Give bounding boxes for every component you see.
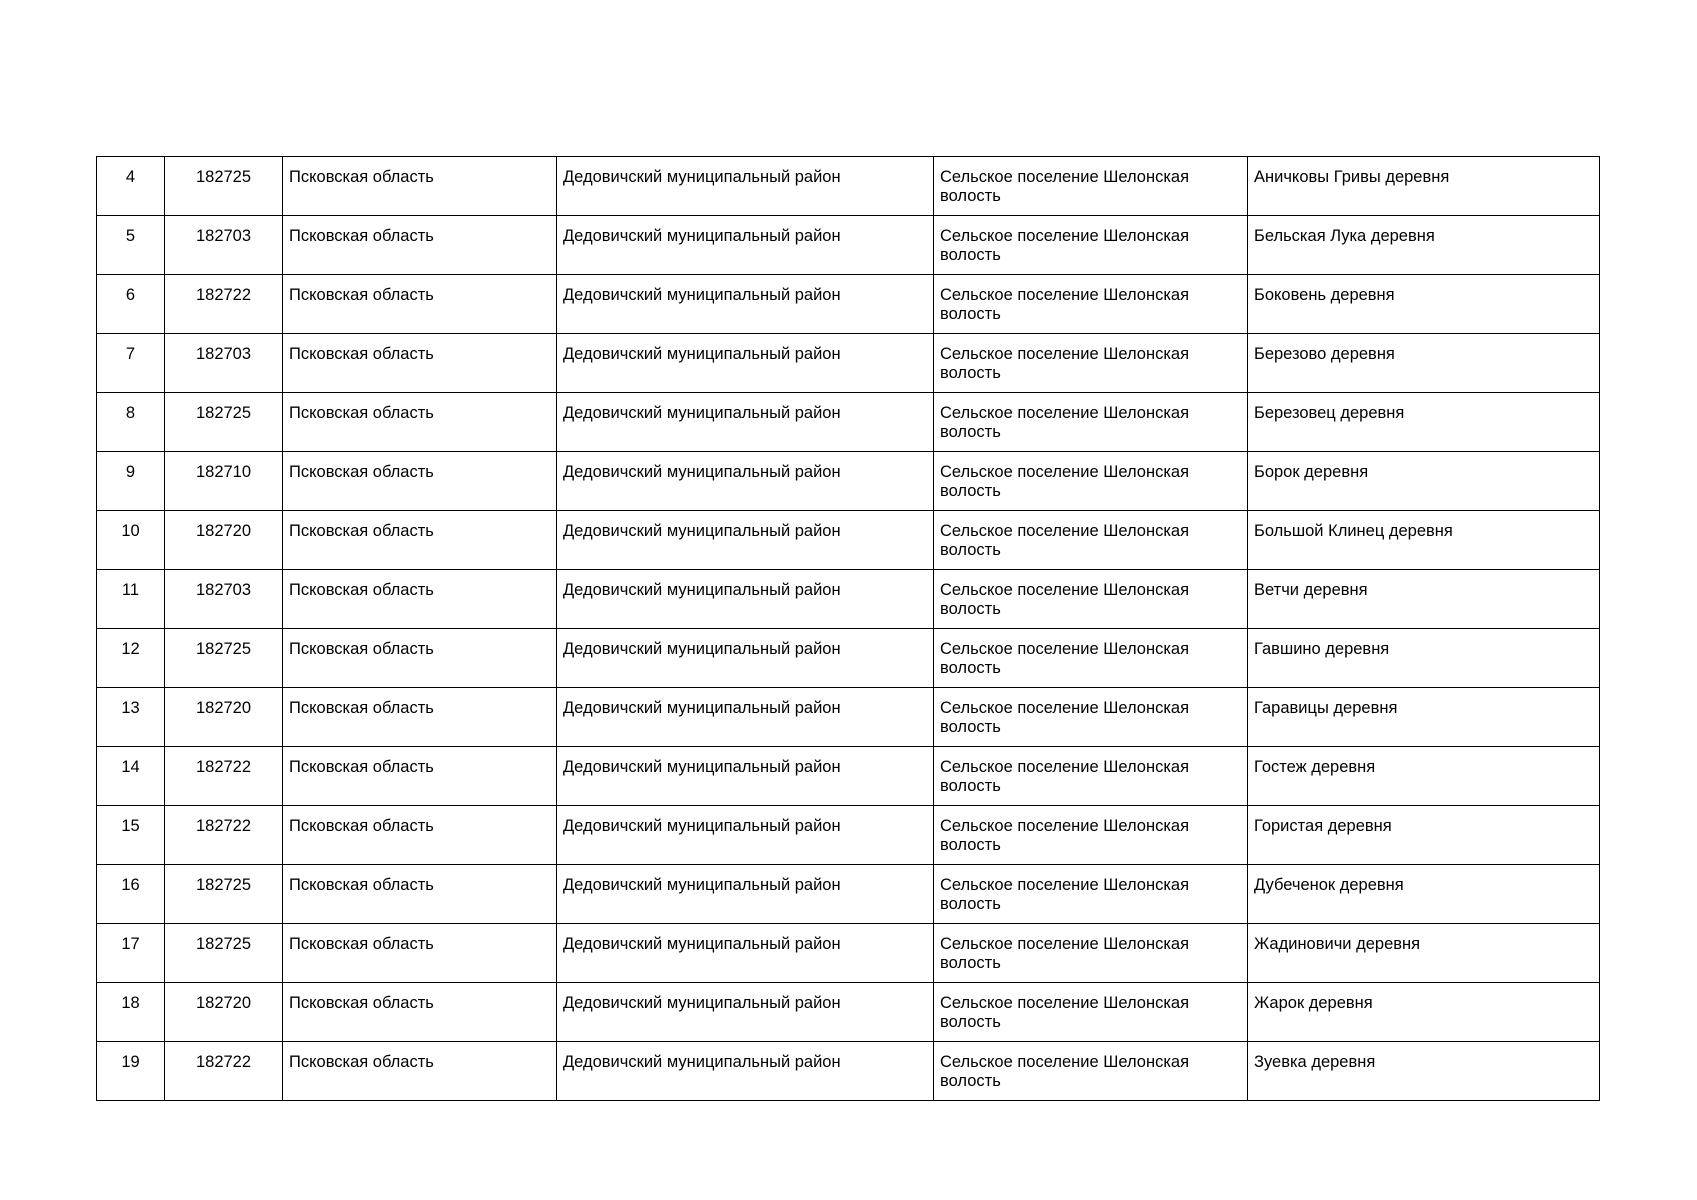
row-number-cell: 6 xyxy=(97,275,165,334)
region-cell: Псковская область xyxy=(283,806,557,865)
district-cell: Дедовичский муниципальный район xyxy=(557,275,934,334)
table-row xyxy=(97,747,1600,806)
district-cell: Дедовичский муниципальный район xyxy=(557,865,934,924)
district-cell: Дедовичский муниципальный район xyxy=(557,688,934,747)
settlement-cell: Сельское поселение Шелонская волость xyxy=(934,570,1248,629)
settlement-cell: Сельское поселение Шелонская волость xyxy=(934,983,1248,1042)
settlement-cell: Сельское поселение Шелонская волость xyxy=(934,924,1248,983)
postal-index-cell: 182725 xyxy=(165,393,283,452)
row-number-cell: 8 xyxy=(97,393,165,452)
table-row xyxy=(97,511,1600,570)
district-cell: Дедовичский муниципальный район xyxy=(557,983,934,1042)
region-cell: Псковская область xyxy=(283,216,557,275)
row-number-cell: 11 xyxy=(97,570,165,629)
row-number-cell: 5 xyxy=(97,216,165,275)
settlement-cell: Сельское поселение Шелонская волость xyxy=(934,334,1248,393)
postal-index-cell: 182725 xyxy=(165,924,283,983)
table-row xyxy=(97,334,1600,393)
document-page xyxy=(96,156,1599,1101)
settlement-cell: Сельское поселение Шелонская волость xyxy=(934,747,1248,806)
row-number-cell: 17 xyxy=(97,924,165,983)
district-cell: Дедовичский муниципальный район xyxy=(557,157,934,216)
locality-cell: Зуевка деревня xyxy=(1248,1042,1600,1101)
settlement-cell: Сельское поселение Шелонская волость xyxy=(934,629,1248,688)
postal-index-cell: 182722 xyxy=(165,806,283,865)
postal-index-cell: 182720 xyxy=(165,983,283,1042)
district-cell: Дедовичский муниципальный район xyxy=(557,806,934,865)
postal-index-cell: 182722 xyxy=(165,275,283,334)
postal-index-cell: 182725 xyxy=(165,157,283,216)
postal-index-cell: 182722 xyxy=(165,747,283,806)
row-number-cell: 18 xyxy=(97,983,165,1042)
region-cell: Псковская область xyxy=(283,393,557,452)
postal-index-cell: 182720 xyxy=(165,511,283,570)
locality-cell: Гористая деревня xyxy=(1248,806,1600,865)
table-row xyxy=(97,275,1600,334)
region-cell: Псковская область xyxy=(283,924,557,983)
postal-index-cell: 182720 xyxy=(165,688,283,747)
locality-cell: Большой Клинец деревня xyxy=(1248,511,1600,570)
district-cell: Дедовичский муниципальный район xyxy=(557,924,934,983)
region-cell: Псковская область xyxy=(283,511,557,570)
table-row xyxy=(97,157,1600,216)
postal-index-cell: 182703 xyxy=(165,216,283,275)
settlement-cell: Сельское поселение Шелонская волость xyxy=(934,452,1248,511)
district-cell: Дедовичский муниципальный район xyxy=(557,393,934,452)
locality-cell: Аничковы Гривы деревня xyxy=(1248,157,1600,216)
row-number-cell: 15 xyxy=(97,806,165,865)
locality-cell: Бельская Лука деревня xyxy=(1248,216,1600,275)
region-cell: Псковская область xyxy=(283,334,557,393)
table-row xyxy=(97,629,1600,688)
table-row xyxy=(97,924,1600,983)
locality-cell: Жарок деревня xyxy=(1248,983,1600,1042)
settlement-cell: Сельское поселение Шелонская волость xyxy=(934,275,1248,334)
locality-cell: Ветчи деревня xyxy=(1248,570,1600,629)
region-cell: Псковская область xyxy=(283,629,557,688)
table-row xyxy=(97,216,1600,275)
row-number-cell: 16 xyxy=(97,865,165,924)
region-cell: Псковская область xyxy=(283,570,557,629)
row-number-cell: 7 xyxy=(97,334,165,393)
table-row xyxy=(97,865,1600,924)
region-cell: Псковская область xyxy=(283,865,557,924)
row-number-cell: 14 xyxy=(97,747,165,806)
district-cell: Дедовичский муниципальный район xyxy=(557,1042,934,1101)
locality-cell: Гостеж деревня xyxy=(1248,747,1600,806)
settlement-cell: Сельское поселение Шелонская волость xyxy=(934,1042,1248,1101)
locality-cell: Гавшино деревня xyxy=(1248,629,1600,688)
locality-cell: Жадиновичи деревня xyxy=(1248,924,1600,983)
locality-cell: Боковень деревня xyxy=(1248,275,1600,334)
locality-cell: Дубеченок деревня xyxy=(1248,865,1600,924)
postal-index-cell: 182725 xyxy=(165,629,283,688)
table-row xyxy=(97,452,1600,511)
settlement-cell: Сельское поселение Шелонская волость xyxy=(934,393,1248,452)
region-cell: Псковская область xyxy=(283,157,557,216)
region-cell: Псковская область xyxy=(283,1042,557,1101)
region-cell: Псковская область xyxy=(283,747,557,806)
locality-cell: Березово деревня xyxy=(1248,334,1600,393)
district-cell: Дедовичский муниципальный район xyxy=(557,334,934,393)
region-cell: Псковская область xyxy=(283,452,557,511)
district-cell: Дедовичский муниципальный район xyxy=(557,452,934,511)
postal-index-cell: 182725 xyxy=(165,865,283,924)
table-row xyxy=(97,983,1600,1042)
district-cell: Дедовичский муниципальный район xyxy=(557,747,934,806)
postal-index-cell: 182722 xyxy=(165,1042,283,1101)
district-cell: Дедовичский муниципальный район xyxy=(557,216,934,275)
locality-cell: Березовец деревня xyxy=(1248,393,1600,452)
settlement-cell: Сельское поселение Шелонская волость xyxy=(934,688,1248,747)
row-number-cell: 12 xyxy=(97,629,165,688)
row-number-cell: 13 xyxy=(97,688,165,747)
table-row xyxy=(97,806,1600,865)
table-body xyxy=(97,157,1600,1101)
row-number-cell: 19 xyxy=(97,1042,165,1101)
table-row xyxy=(97,393,1600,452)
settlement-cell: Сельское поселение Шелонская волость xyxy=(934,157,1248,216)
settlement-cell: Сельское поселение Шелонская волость xyxy=(934,865,1248,924)
settlement-cell: Сельское поселение Шелонская волость xyxy=(934,806,1248,865)
locality-cell: Борок деревня xyxy=(1248,452,1600,511)
table-row xyxy=(97,688,1600,747)
district-cell: Дедовичский муниципальный район xyxy=(557,570,934,629)
district-cell: Дедовичский муниципальный район xyxy=(557,629,934,688)
region-cell: Псковская область xyxy=(283,688,557,747)
row-number-cell: 9 xyxy=(97,452,165,511)
settlement-cell: Сельское поселение Шелонская волость xyxy=(934,511,1248,570)
postal-index-cell: 182703 xyxy=(165,570,283,629)
table-row xyxy=(97,570,1600,629)
district-cell: Дедовичский муниципальный район xyxy=(557,511,934,570)
region-cell: Псковская область xyxy=(283,275,557,334)
postal-index-cell: 182710 xyxy=(165,452,283,511)
row-number-cell: 10 xyxy=(97,511,165,570)
row-number-cell: 4 xyxy=(97,157,165,216)
locality-cell: Гаравицы деревня xyxy=(1248,688,1600,747)
settlement-cell: Сельское поселение Шелонская волость xyxy=(934,216,1248,275)
postal-index-cell: 182703 xyxy=(165,334,283,393)
table-row xyxy=(97,1042,1600,1101)
address-table xyxy=(96,156,1600,1101)
region-cell: Псковская область xyxy=(283,983,557,1042)
